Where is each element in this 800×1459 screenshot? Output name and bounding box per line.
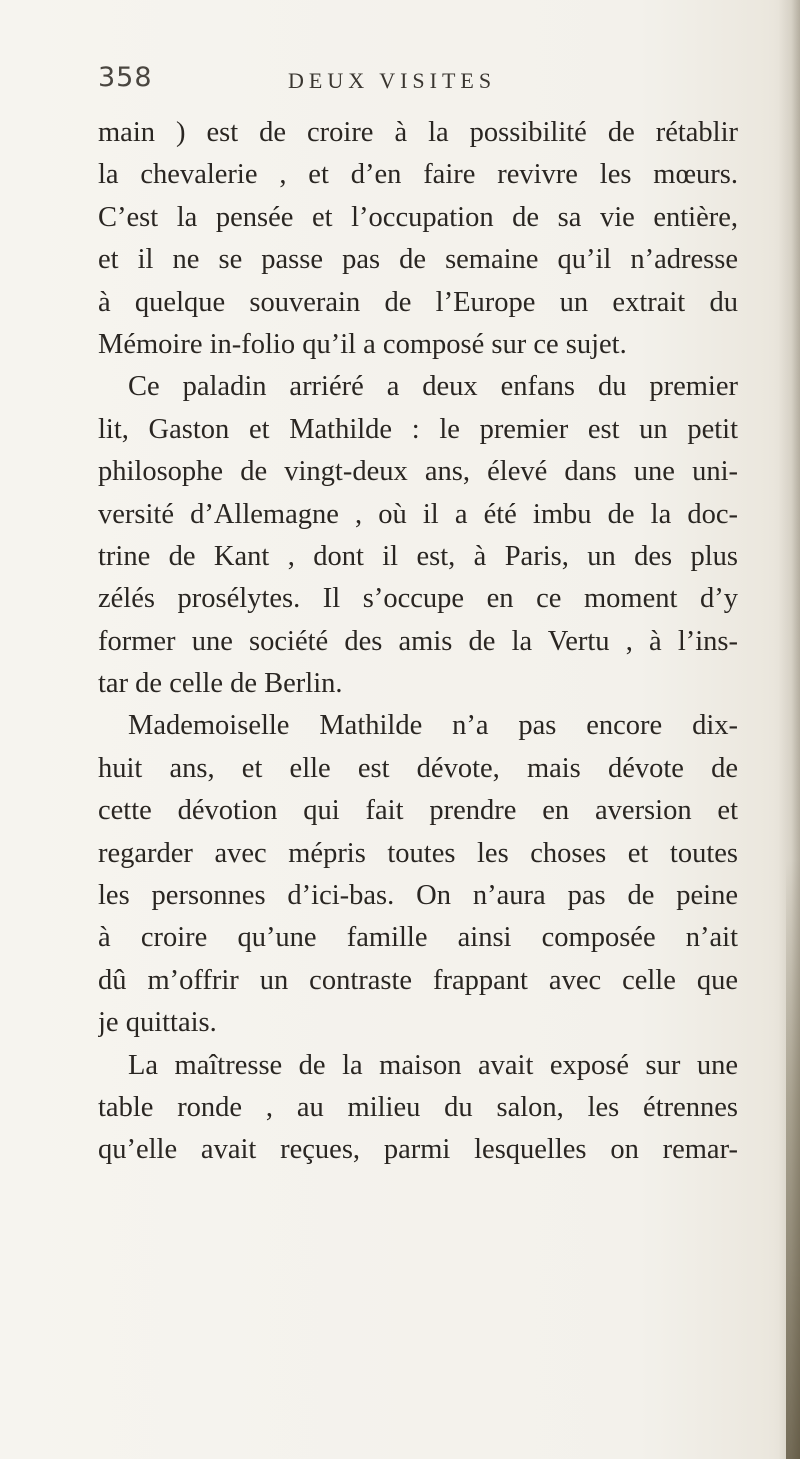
- text-line: lit, Gaston et Mathilde : le premier est un petit: [98, 413, 738, 445]
- text-line: trine de Kant , dont il est, à Paris, un des plus: [98, 540, 738, 572]
- text-line: et il ne se passe pas de semaine qu’il n’adresse: [98, 244, 738, 276]
- text-line: cette dévotion qui fait prendre en aversion et: [98, 795, 738, 827]
- paragraph: [98, 1045, 738, 1172]
- paragraph: [98, 112, 738, 366]
- text-line: je quittais.: [98, 1007, 217, 1039]
- text-line: Mademoiselle Mathilde n’a pas encore dix-: [128, 710, 738, 742]
- text-line: zélés prosélytes. Il s’occupe en ce moment d’y: [98, 583, 738, 615]
- text-line: qu’elle avait reçues, parmi lesquelles on remar-: [98, 1134, 738, 1166]
- paragraph: [98, 705, 738, 1044]
- text-line: tar de celle de Berlin.: [98, 668, 343, 700]
- text-line: dû m’offrir un contraste frappant avec celle que: [98, 964, 738, 996]
- text-line: C’est la pensée et l’occupation de sa vie entière,: [98, 201, 738, 233]
- text-line: philosophe de vingt-deux ans, élevé dans une uni-: [98, 456, 738, 488]
- running-head: [98, 62, 618, 102]
- text-line: huit ans, et elle est dévote, mais dévote de: [98, 752, 738, 784]
- text-line: versité d’Allemagne , où il a été imbu de la doc-: [98, 498, 738, 530]
- text-line: les personnes d’ici-bas. On n’aura pas de peine: [98, 880, 738, 912]
- text-line: la chevalerie , et d’en faire revivre les mœurs.: [98, 159, 738, 191]
- running-title: DEUX VISITES: [288, 68, 497, 93]
- text-line: regarder avec mépris toutes les choses et toutes: [98, 837, 738, 869]
- text-line: à quelque souverain de l’Europe un extrait du: [98, 286, 738, 318]
- text-line: Mémoire in-folio qu’il a composé sur ce sujet.: [98, 328, 627, 360]
- text-line: à croire qu’une famille ainsi composée n’ait: [98, 922, 738, 954]
- text-line: Ce paladin arriéré a deux enfans du premier: [128, 371, 738, 403]
- body-text: [98, 112, 738, 1172]
- page-edge-stain: [786, 860, 800, 1459]
- page-number: 358: [98, 62, 153, 93]
- text-line: table ronde , au milieu du salon, les étrennes: [98, 1091, 738, 1123]
- text-line: La maîtresse de la maison avait exposé sur une: [128, 1049, 738, 1081]
- text-line: former une société des amis de la Vertu , à l’ins-: [98, 625, 738, 657]
- text-line: main ) est de croire à la possibilité de rétablir: [98, 117, 738, 148]
- paragraph: [98, 366, 738, 705]
